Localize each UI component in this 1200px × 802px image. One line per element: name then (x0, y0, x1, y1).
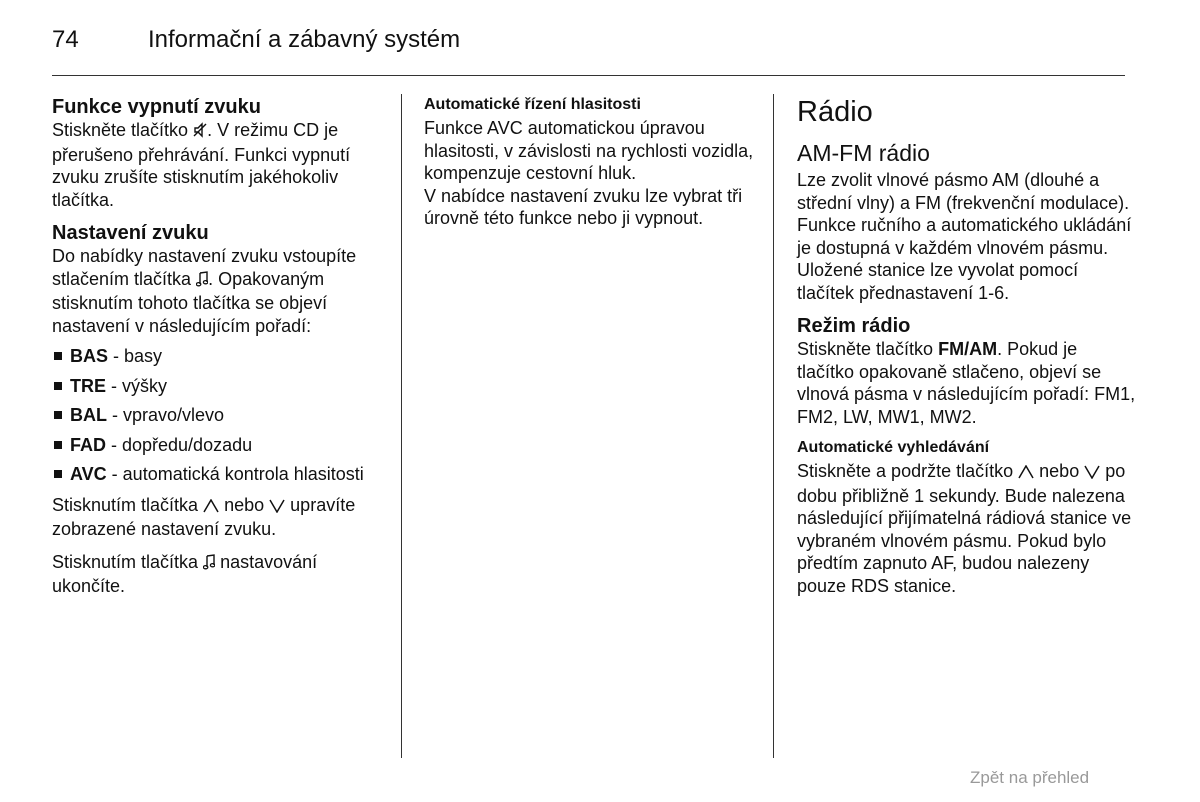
mode-text-start: Stiskněte tlačítko (797, 339, 939, 359)
bullet (54, 470, 62, 478)
music-note-icon (203, 553, 215, 576)
setting-key: AVC (70, 464, 107, 484)
search-paragraph (797, 460, 1137, 597)
sound-text-end: . Opakovaným stisknutím tohoto tlačítka se objeví nastavení v následujícím pořadí: (52, 268, 328, 336)
adjust-text-end: upravíte zobrazené nastavení zvuku. (52, 494, 356, 539)
column-divider-1 (401, 94, 402, 758)
amfm-heading: AM-FM rádio (797, 140, 930, 166)
setting-key: BAS (70, 346, 109, 366)
mute-text-end: . V režimu CD je přerušeno přehrávání. Funkci vypnutí zvuku zrušíte stisknutím jakéhokoliv tlačítka. (52, 120, 351, 210)
mute-text-start: Stiskněte tlačítko (52, 120, 189, 140)
amfm-paragraph: Lze zvolit vlnové pásmo AM (dlouhé a střední vlny) a FM (frekvenční modulace). Funkce ručního a automatického ukládání je dostupná v každém vlnovém pásmu. Uložené stanice lze vyvolat pomocí tlačítek přednastavení 1-6. (797, 170, 1132, 303)
setting-desc: - výšky (106, 375, 167, 396)
search-text-end: po dobu přibližně 1 sekundy. Bude nalezena následující přijímatelná rádiová stanice ve vybraném vlnovém pásmu. Pokud bylo předtím zapnuto AF, budou nalezeny pouze RDS stanice. (797, 461, 1132, 596)
page-number: 74 (52, 26, 79, 53)
bullet (54, 441, 62, 449)
fm-am-button-label: FM/AM (938, 339, 998, 359)
arrow-down-icon (1084, 462, 1100, 485)
sound-heading: Nastavení zvuku (52, 222, 209, 244)
setting-desc: - vpravo/vlevo (107, 405, 225, 425)
end-text-end: nastavování ukončíte. (52, 551, 318, 596)
sound-settings-list (52, 345, 392, 486)
end-paragraph (52, 551, 392, 598)
header-divider (52, 75, 1125, 76)
sound-paragraph (52, 245, 392, 337)
page-header (52, 26, 1124, 66)
setting-desc: - dopředu/dozadu (106, 434, 253, 455)
mode-text-end: . Pokud je tlačítko opakovaně stlačeno, objeví se vlnová pásma v následujícím pořadí: FM1, FM2, LW, MW1, MW2. (797, 339, 1136, 427)
arrow-down-icon (269, 496, 285, 519)
arrow-up-icon (1018, 462, 1034, 485)
search-heading: Automatické vyhledávání (797, 439, 990, 456)
sound-text-start: Do nabídky nastavení zvuku vstoupíte stlačením tlačítka (52, 246, 357, 289)
list-item (52, 345, 392, 368)
list-item (52, 434, 392, 457)
bullet (54, 411, 62, 419)
search-text-or: nebo (1039, 461, 1080, 481)
radio-heading: Rádio (797, 96, 873, 128)
mute-heading: Funkce vypnutí zvuku (52, 96, 261, 118)
page-title: Informační a zábavný systém (148, 26, 461, 53)
column-3 (797, 95, 1137, 597)
setting-key: FAD (70, 434, 106, 455)
column-divider-2 (773, 94, 774, 758)
adjust-paragraph (52, 494, 392, 541)
adjust-text-or: nebo (224, 494, 265, 515)
list-item (52, 463, 392, 486)
setting-key: TRE (70, 375, 106, 396)
avc-paragraph-1: Funkce AVC automatickou úpravou hlasitosti, v závislosti na rychlosti vozidla, kompenzuje cestovní hluk. (424, 118, 754, 183)
setting-desc: - automatická kontrola hlasitosti (106, 464, 364, 484)
column-2 (424, 95, 764, 230)
search-text-start: Stiskněte a podržte tlačítko (797, 461, 1014, 481)
list-item (52, 375, 392, 398)
mode-heading: Režim rádio (797, 315, 911, 337)
end-text-start: Stisknutím tlačítka (52, 551, 199, 572)
setting-key: BAL (70, 405, 107, 425)
back-to-overview-link[interactable]: Zpět na přehled (970, 768, 1090, 787)
list-item (52, 404, 392, 427)
avc-paragraph-2: V nabídce nastavení zvuku lze vybrat tři úrovně této funkce nebo ji vypnout. (424, 185, 743, 228)
mode-paragraph (797, 338, 1137, 428)
column-1 (52, 95, 392, 608)
avc-heading: Automatické řízení hlasitosti (424, 96, 641, 113)
music-note-icon (196, 270, 208, 293)
bullet (54, 352, 62, 360)
mute-icon (193, 121, 207, 144)
bullet (54, 382, 62, 390)
setting-desc: - basy (108, 346, 163, 366)
arrow-up-icon (203, 496, 219, 519)
adjust-text-start: Stisknutím tlačítka (52, 494, 199, 515)
mute-paragraph (52, 119, 392, 211)
